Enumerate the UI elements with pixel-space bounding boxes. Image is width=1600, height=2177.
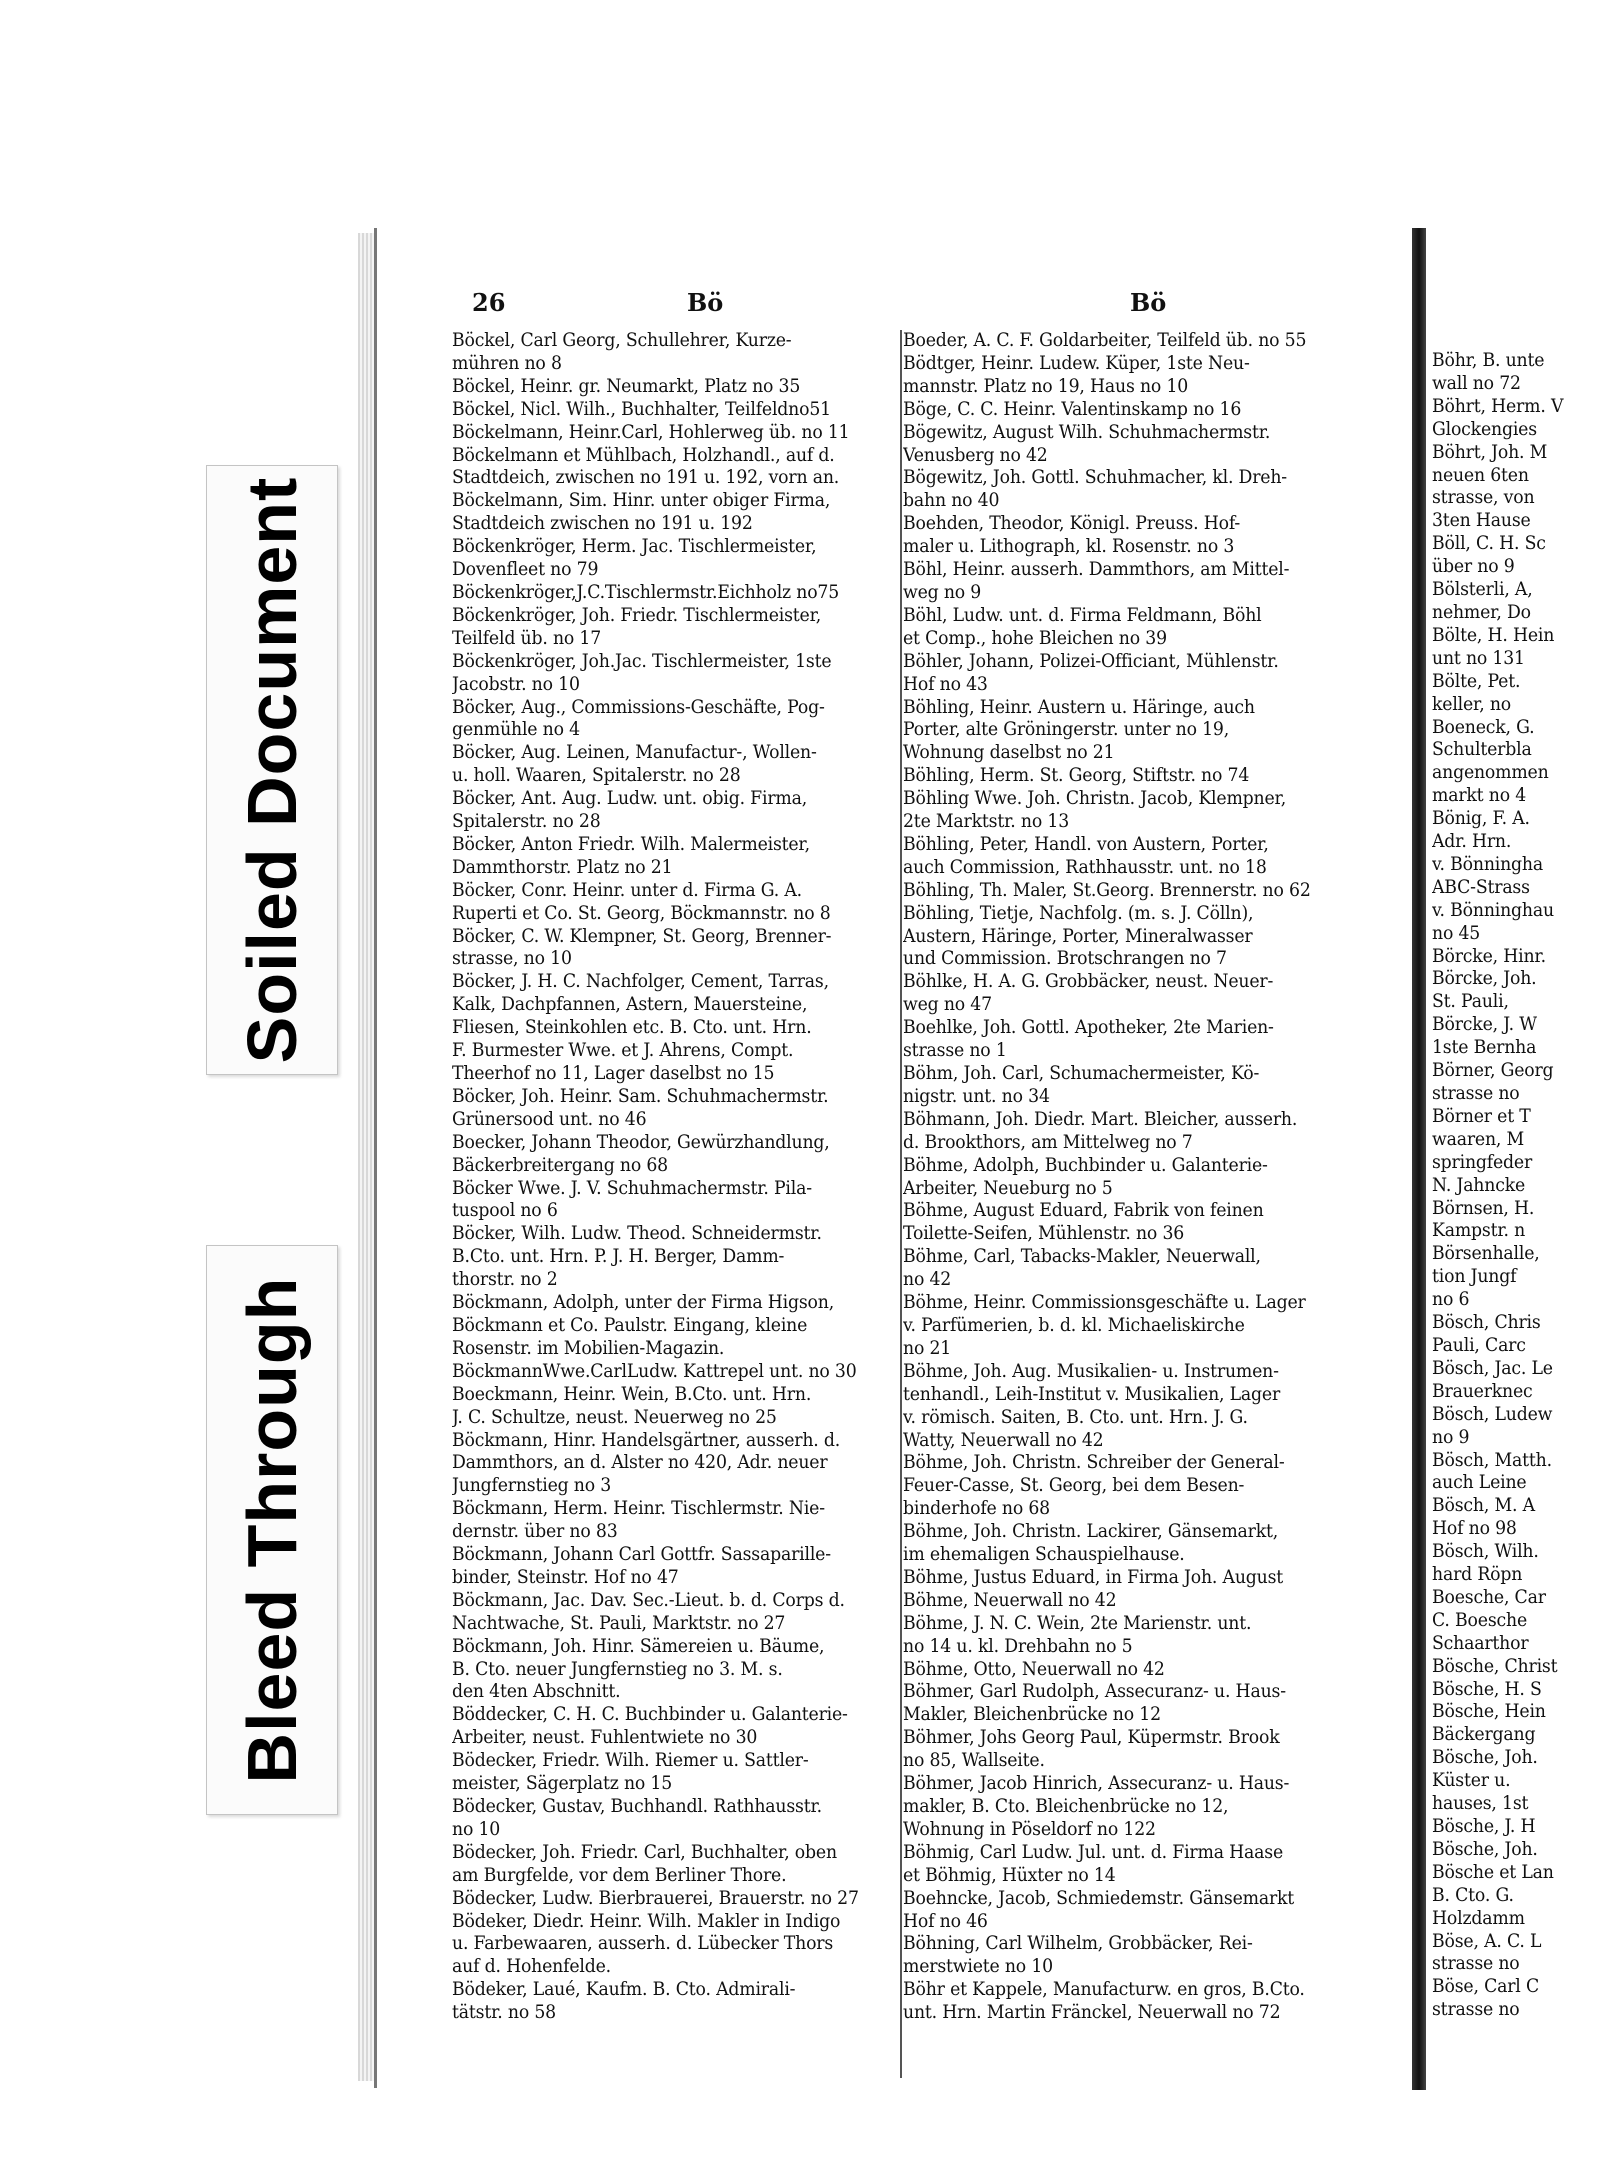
directory-entry-line: Boehden, Theodor, Königl. Preuss. Hof- (903, 513, 1241, 535)
directory-entry-line: auf d. Hohenfelde. (452, 1956, 611, 1978)
directory-entry-line: Bösch, Jac. Le (1432, 1357, 1553, 1379)
running-header-right: Bö (1130, 288, 1167, 317)
directory-entry-line: Böhling, Tietje, Nachfolg. (m. s. J. Cölln), (903, 902, 1254, 924)
directory-entry-line: Börsenhalle, (1432, 1243, 1540, 1265)
soiled-document-tab (206, 465, 338, 1075)
directory-entry-line: weg no 47 (903, 994, 992, 1016)
directory-entry-line: Dammthors, an d. Alster no 420, Adr. neuer (452, 1452, 828, 1474)
page-number: 26 (472, 288, 506, 317)
directory-entry-line: Böhme, Joh. Aug. Musikalien- u. Instrumen- (903, 1360, 1279, 1382)
directory-entry-line: wall no 72 (1432, 372, 1521, 394)
directory-entry-line: mannstr. Platz no 19, Haus no 10 (903, 375, 1189, 397)
directory-entry-line: Böckmann et Co. Paulstr. Eingang, kleine (452, 1314, 808, 1336)
directory-entry-line: Bödecker, Joh. Friedr. Carl, Buchhalter, oben (452, 1841, 837, 1863)
directory-entry-line: u. holl. Waaren, Spitalerstr. no 28 (452, 765, 741, 787)
directory-entry-line: Böhrt, Herm. V (1432, 395, 1564, 417)
directory-entry-line: Böcker, Wilh. Ludw. Theod. Schneidermstr. (452, 1223, 822, 1245)
directory-entry-line: Nachtwache, St. Pauli, Marktstr. no 27 (452, 1612, 786, 1634)
directory-entry-line: v. Bönningha (1432, 853, 1544, 875)
directory-entry-line: strasse, no 10 (452, 948, 572, 970)
directory-entry-line: St. Pauli, (1432, 991, 1509, 1013)
directory-entry-line: merstwiete no 10 (903, 1956, 1053, 1978)
directory-entry-line: nehmer, Do (1432, 601, 1531, 623)
directory-entry-line: Böhme, Joh. Christn. Schreiber der General- (903, 1452, 1285, 1474)
directory-entry-line: Brauerknec (1432, 1380, 1533, 1402)
directory-entry-line: Porter, alte Gröningerstr. unter no 19, (903, 719, 1230, 741)
directory-entry-line: Böckenkröger,J.C.Tischlermstr.Eichholz no75 (452, 581, 840, 603)
directory-entry-line: Wohnung daselbst no 21 (903, 742, 1115, 764)
directory-entry-line: strasse no 1 (903, 1040, 1007, 1062)
directory-entry-line: Toilette-Seifen, Mühlenstr. no 36 (903, 1223, 1185, 1245)
directory-entry-line: Arbeiter, Neueburg no 5 (903, 1177, 1113, 1199)
directory-entry-line: strasse no (1432, 1083, 1520, 1104)
directory-entry-line: no 6 (1432, 1289, 1470, 1311)
directory-entry-line: no 21 (903, 1337, 952, 1359)
column-divider (900, 330, 902, 2078)
directory-entry-line: Hof no 98 (1432, 1518, 1517, 1540)
directory-entry-line: Böckmann, Hinr. Handelsgärtner, ausserh. d. (452, 1429, 841, 1451)
directory-entry-line: Böhr, B. unte (1432, 350, 1545, 371)
directory-entry-line: Bösche, J. H (1432, 1816, 1536, 1837)
directory-entry-line: im ehemaligen Schauspielhause. (903, 1544, 1185, 1566)
directory-entry-line: Bödecker, Friedr. Wilh. Riemer u. Sattler- (452, 1750, 809, 1772)
directory-entry-line: v. Bönninghau (1432, 899, 1554, 921)
directory-entry-line: Böhme, Carl, Tabacks-Makler, Neuerwall, (903, 1246, 1261, 1268)
directory-entry-line: Austern, Häringe, Porter, Mineralwasser (903, 925, 1253, 947)
directory-entry-line: Börcke, Joh. (1432, 968, 1537, 990)
directory-entry-line: BöckmannWwe.CarlLudw. Kattrepel unt. no 30 (452, 1360, 857, 1382)
directory-entry-line: Böckmann, Herm. Heinr. Tischlermstr. Nie- (452, 1498, 825, 1520)
directory-entry-line: no 45 (1432, 922, 1481, 944)
directory-entry-line: hauses, 1st (1432, 1793, 1529, 1815)
directory-entry-line: Böcker, Anton Friedr. Wilh. Malermeister, (452, 833, 810, 855)
directory-entry-line: Böhling, Heinr. Austern u. Häringe, auch (903, 696, 1255, 718)
directory-entry-line: waaren, M (1432, 1128, 1525, 1150)
directory-entry-line: Jacobstr. no 10 (452, 673, 580, 695)
directory-entry-line: Bölsterli, A, (1432, 579, 1533, 601)
directory-entry-line: Böhling, Peter, Handl. von Austern, Porter, (903, 833, 1269, 855)
directory-entry-line: dernstr. über no 83 (452, 1521, 618, 1543)
directory-entry-line: Bösche, H. S (1432, 1678, 1542, 1700)
directory-entry-line: C. Boesche (1432, 1609, 1527, 1631)
directory-entry-line: B. Cto. G. (1432, 1884, 1514, 1906)
directory-entry-line: no 85, Wallseite. (903, 1750, 1045, 1772)
directory-entry-line: Venusberg no 42 (903, 444, 1048, 466)
directory-entry-line: et Böhmig, Hüxter no 14 (903, 1864, 1116, 1886)
directory-entry-line: Bögewitz, Joh. Gottl. Schuhmacher, kl. Dreh- (903, 467, 1287, 489)
directory-entry-line: strasse no (1432, 1953, 1520, 1975)
directory-entry-line: Bödtger, Heinr. Ludew. Küper, 1ste Neu- (903, 352, 1250, 374)
directory-entry-line: Dammthorstr. Platz no 21 (452, 856, 673, 878)
directory-entry-line: Böcker, Joh. Heinr. Sam. Schuhmachermstr. (452, 1085, 829, 1107)
directory-entry-line: Böckel, Nicl. Wilh., Buchhalter, Teilfeldno51 (452, 398, 831, 420)
directory-entry-line: genmühle no 4 (452, 719, 580, 741)
directory-entry-line: unt. Hrn. Martin Fränckel, Neuerwall no 72 (903, 2002, 1281, 2024)
directory-entry-line: Böhme, Heinr. Commissionsgeschäfte u. Lager (903, 1292, 1306, 1314)
directory-entry-line: Böge, C. C. Heinr. Valentinskamp no 16 (903, 398, 1242, 420)
directory-entry-line: Böckmann, Adolph, unter der Firma Higson, (452, 1292, 835, 1314)
directory-entry-line: 3ten Hause (1432, 510, 1531, 532)
directory-entry-line: Bösch, Matth. (1432, 1449, 1552, 1471)
directory-entry-line: Böckmann, Jac. Dav. Sec.-Lieut. b. d. Corps d. (452, 1589, 845, 1611)
directory-entry-line: Böhling Wwe. Joh. Christn. Jacob, Klempner, (903, 788, 1287, 810)
directory-entry-line: binder, Steinstr. Hof no 47 (452, 1566, 679, 1588)
directory-entry-line: und Commission. Brotschrangen no 7 (903, 948, 1227, 970)
directory-entry-line: Böhmer, Johs Georg Paul, Küpermstr. Brook (903, 1727, 1280, 1749)
directory-entry-line: am Burgfelde, vor dem Berliner Thore. (452, 1864, 787, 1886)
directory-entry-line: Glockengies (1432, 418, 1537, 440)
directory-entry-line: Ruperti et Co. St. Georg, Böckmannstr. no 8 (452, 902, 831, 924)
directory-entry-line: Böckelmann, Heinr.Carl, Hohlerweg üb. no 11 (452, 421, 850, 443)
directory-entry-line: d. Brookthors, am Mittelweg no 7 (903, 1131, 1193, 1153)
directory-entry-line: Böcker, Aug. Leinen, Manufactur-, Wollen- (452, 742, 817, 764)
directory-entry-line: Bödeker, Diedr. Heinr. Wilh. Makler in Indigo (452, 1910, 841, 1932)
directory-entry-line: tion Jungf (1432, 1266, 1517, 1288)
directory-entry-line: Boeckmann, Heinr. Wein, B.Cto. unt. Hrn. (452, 1383, 812, 1405)
directory-entry-line: Böhmer, Jacob Hinrich, Assecuranz- u. Haus- (903, 1773, 1290, 1795)
directory-entry-line: Wohnung in Pöseldorf no 122 (903, 1818, 1156, 1840)
directory-entry-line: Theerhof no 11, Lager daselbst no 15 (452, 1063, 775, 1084)
directory-entry-line: Boeneck, G. (1432, 716, 1535, 738)
directory-entry-line: Börcke, Hinr. (1432, 945, 1546, 967)
directory-entry-line: Holzdamm (1432, 1907, 1525, 1929)
directory-entry-line: Teilfeld üb. no 17 (452, 627, 602, 649)
directory-entry-line: Böhrt, Joh. M (1432, 441, 1548, 463)
directory-entry-line: 2te Marktstr. no 13 (903, 811, 1070, 833)
directory-entry-line: Makler, Bleichenbrücke no 12 (903, 1704, 1161, 1726)
directory-entry-line: Bönig, F. A. (1432, 808, 1530, 830)
directory-entry-line: Spitalerstr. no 28 (452, 811, 601, 833)
directory-entry-line: Böhler, Johann, Polizei-Officiant, Mühlenstr. (903, 650, 1279, 672)
directory-entry-line: Böhling, Herm. St. Georg, Stiftstr. no 74 (903, 765, 1250, 787)
directory-entry-line: Bödecker, Gustav, Buchhandl. Rathhausstr. (452, 1796, 822, 1817)
directory-entry-line: Böckenkröger, Joh. Friedr. Tischlermeister, (452, 604, 822, 626)
directory-entry-line: Böhmann, Joh. Diedr. Mart. Bleicher, ausserh. (903, 1108, 1298, 1130)
directory-entry-line: Fliesen, Steinkohlen etc. B. Cto. unt. Hrn. (452, 1017, 812, 1039)
directory-entry-line: Bölte, Pet. (1432, 670, 1521, 692)
left-column (452, 330, 927, 2025)
directory-entry-line: Bösche, Christ (1432, 1655, 1558, 1677)
directory-entry-line: Böckelmann, Sim. Hinr. unter obiger Firma, (452, 490, 831, 512)
directory-entry-line: Böhme, Joh. Christn. Lackirer, Gänsemarkt, (903, 1521, 1279, 1543)
directory-entry-line: F. Burmester Wwe. et J. Ahrens, Compt. (452, 1040, 794, 1062)
directory-entry-line: Küster u. (1432, 1770, 1511, 1792)
directory-entry-line: Böcker, Conr. Heinr. unter d. Firma G. A. (452, 879, 803, 901)
directory-entry-line: Böhme, Otto, Neuerwall no 42 (903, 1658, 1165, 1680)
directory-entry-line: Bödeker, Laué, Kaufm. B. Cto. Admirali- (452, 1979, 796, 2001)
directory-entry-line: tenhandl., Leih-Institut v. Musikalien, Lager (903, 1383, 1281, 1405)
directory-entry-line: no 42 (903, 1269, 952, 1291)
directory-entry-line: Feuer-Casse, St. Georg, bei dem Besen- (903, 1475, 1245, 1497)
book-page-edges (358, 233, 374, 2081)
soiled-document-label: Soiled Document (233, 476, 311, 1064)
directory-entry-line: meister, Sägerplatz no 15 (452, 1773, 673, 1795)
directory-entry-line: Böhme, J. N. C. Wein, 2te Marienstr. unt. (903, 1612, 1252, 1634)
directory-entry-line: Arbeiter, neust. Fuhlentwiete no 30 (452, 1727, 758, 1749)
directory-entry-line: Böddecker, C. H. C. Buchbinder u. Galanterie- (452, 1704, 848, 1726)
directory-entry-line: Börnsen, H. (1432, 1197, 1535, 1219)
directory-entry-line: tuspool no 6 (452, 1200, 558, 1222)
directory-entry-line: mühren no 8 (452, 352, 562, 374)
directory-entry-line: Schulterbla (1432, 739, 1532, 761)
directory-entry-line: Böckelmann et Mühlbach, Holzhandl., auf d. (452, 444, 835, 466)
directory-entry-line: Kampstr. n (1432, 1220, 1526, 1242)
directory-entry-line: neuen 6ten (1432, 464, 1529, 486)
directory-entry-line: strasse no (1432, 1999, 1520, 2021)
directory-entry-line: Böhning, Carl Wilhelm, Grobbäcker, Rei- (903, 1933, 1253, 1955)
directory-entry-line: Böhmer, Garl Rudolph, Assecuranz- u. Haus- (903, 1681, 1286, 1703)
directory-entry-line: Bölte, H. Hein (1432, 624, 1555, 646)
directory-entry-line: Böhl, Ludw. unt. d. Firma Feldmann, Böhl (903, 604, 1262, 626)
directory-entry-line: Böcker, Ant. Aug. Ludw. unt. obig. Firma, (452, 788, 808, 810)
directory-entry-line: Böckenkröger, Herm. Jac. Tischlermeister, (452, 536, 817, 558)
directory-entry-line: markt no 4 (1432, 785, 1527, 807)
running-header-left: Bö (687, 288, 724, 317)
directory-entry-line: Böhme, August Eduard, Fabrik von feinen (903, 1200, 1264, 1222)
directory-entry-line: Bäckergang (1432, 1724, 1536, 1746)
directory-entry-line: Grünersood unt. no 46 (452, 1108, 647, 1130)
directory-entry-line: Böcker, Aug., Commissions-Geschäfte, Pog- (452, 696, 825, 718)
directory-entry-line: no 10 (452, 1818, 501, 1840)
directory-entry-line: unt no 131 (1432, 647, 1525, 669)
directory-entry-line: Hof no 43 (903, 673, 988, 695)
directory-entry-line: v. römisch. Saiten, B. Cto. unt. Hrn. J. G. (903, 1406, 1248, 1428)
directory-entry-line: Böckel, Heinr. gr. Neumarkt, Platz no 35 (452, 375, 801, 397)
directory-entry-line: Böcker, C. W. Klempner, St. Georg, Brenner- (452, 925, 832, 947)
directory-entry-line: Bösch, Wilh. (1432, 1541, 1539, 1563)
right-column-fragment (1432, 350, 1600, 2022)
directory-entry-line: strasse, von (1432, 487, 1535, 509)
directory-entry-line: Adr. Hrn. (1432, 831, 1512, 853)
directory-entry-line: Böll, C. H. Sc (1432, 533, 1546, 555)
directory-entry-line: Böhling, Th. Maler, St.Georg. Brennerstr. no 62 (903, 879, 1311, 901)
directory-entry-line: über no 9 (1432, 556, 1515, 578)
directory-entry-line: u. Farbewaaren, ausserh. d. Lübecker Thors (452, 1933, 834, 1955)
directory-entry-line: Böcker, J. H. C. Nachfolger, Cement, Tarras, (452, 971, 829, 993)
directory-entry-line: Boehlke, Joh. Gottl. Apotheker, 2te Marien- (903, 1017, 1274, 1039)
directory-entry-line: Böse, Carl C (1432, 1976, 1539, 1998)
directory-entry-line: Bösche, Joh. (1432, 1747, 1538, 1769)
directory-entry-line: Bödecker, Ludw. Bierbrauerei, Brauerstr. no 27 (452, 1887, 859, 1909)
directory-entry-line: bahn no 40 (903, 490, 1000, 512)
directory-entry-line: thorstr. no 2 (452, 1269, 558, 1291)
directory-entry-line: Kalk, Dachpfannen, Astern, Mauersteine, (452, 994, 808, 1016)
directory-entry-line: Böhlke, H. A. G. Grobbäcker, neust. Neuer- (903, 971, 1274, 993)
directory-entry-line: Böckmann, Johann Carl Gottfr. Sassaparille- (452, 1544, 831, 1566)
directory-entry-line: Hof no 46 (903, 1910, 988, 1932)
directory-entry-line: hard Röpn (1432, 1564, 1523, 1586)
directory-entry-line: B. Cto. neuer Jungfernstieg no 3. M. s. (452, 1658, 783, 1680)
directory-entry-line: Bösche, Hein (1432, 1701, 1546, 1723)
directory-entry-line: Bösch, Ludew (1432, 1403, 1553, 1425)
directory-entry-line: Bäckerbreitergang no 68 (452, 1154, 668, 1176)
directory-entry-line: makler, B. Cto. Bleichenbrücke no 12, (903, 1796, 1229, 1817)
directory-entry-line: Rosenstr. im Mobilien-Magazin. (452, 1337, 725, 1359)
directory-entry-line: Bösche, Joh. (1432, 1838, 1538, 1860)
directory-entry-line: tätstr. no 58 (452, 2002, 556, 2024)
directory-entry-line: ABC-Strass (1432, 876, 1530, 898)
directory-entry-line: B.Cto. unt. Hrn. P. J. H. Berger, Damm- (452, 1246, 785, 1268)
directory-entry-line: Böhme, Neuerwall no 42 (903, 1589, 1117, 1611)
directory-entry-line: Schaarthor (1432, 1632, 1529, 1654)
directory-entry-line: binderhofe no 68 (903, 1498, 1050, 1520)
directory-entry-line: angenommen (1432, 762, 1549, 784)
directory-entry-line: v. Parfümerien, b. d. kl. Michaeliskirche (903, 1314, 1245, 1336)
directory-entry-line: Böhr et Kappele, Manufacturw. en gros, B.Cto. (903, 1979, 1305, 2001)
directory-entry-line: Boeder, A. C. F. Goldarbeiter, Teilfeld üb. no 55 (903, 330, 1307, 351)
directory-entry-line: Pauli, Carc (1432, 1334, 1526, 1356)
directory-entry-line: no 14 u. kl. Drehbahn no 5 (903, 1635, 1133, 1657)
directory-entry-line: Böhme, Adolph, Buchbinder u. Galanterie- (903, 1154, 1268, 1176)
directory-entry-line: maler u. Lithograph, kl. Rosenstr. no 3 (903, 536, 1235, 558)
directory-entry-line: Böhmig, Carl Ludw. Jul. unt. d. Firma Haase (903, 1841, 1283, 1863)
directory-entry-line: Boesche, Car (1432, 1586, 1546, 1608)
directory-entry-line: N. Jahncke (1432, 1174, 1526, 1196)
directory-entry-line: Stadtdeich, zwischen no 191 u. 192, vorn an. (452, 467, 840, 489)
directory-entry-line: et Comp., hohe Bleichen no 39 (903, 627, 1167, 649)
directory-entry-line: Börner et T (1432, 1105, 1531, 1127)
directory-entry-line: 1ste Bernha (1432, 1037, 1537, 1059)
directory-entry-line: auch Commission, Rathhausstr. unt. no 18 (903, 856, 1267, 878)
directory-entry-line: Böse, A. C. L (1432, 1930, 1542, 1952)
middle-column (903, 330, 1381, 2025)
directory-entry-line: auch Leine (1432, 1472, 1527, 1494)
bleed-through-tab (206, 1245, 338, 1815)
directory-entry-line: no 9 (1432, 1426, 1470, 1448)
directory-entry-line: Bösch, M. A (1432, 1495, 1535, 1517)
directory-entry-line: keller, no (1432, 693, 1512, 715)
directory-entry-line: Börcke, J. W (1432, 1014, 1537, 1036)
directory-entry-line: Böcker Wwe. J. V. Schuhmachermstr. Pila- (452, 1177, 812, 1199)
directory-entry-line: Böhl, Heinr. ausserh. Dammthors, am Mittel- (903, 559, 1290, 581)
directory-entry-line: Bösche et Lan (1432, 1861, 1554, 1883)
directory-entry-line: Boecker, Johann Theodor, Gewürzhandlung, (452, 1131, 830, 1153)
book-gutter (1412, 228, 1426, 2090)
directory-entry-line: Böckenkröger, Joh.Jac. Tischlermeister, 1ste (452, 650, 832, 672)
directory-entry-line: Bösch, Chris (1432, 1312, 1541, 1334)
directory-entry-line: Börner, Georg (1432, 1060, 1554, 1082)
directory-entry-line: Stadtdeich zwischen no 191 u. 192 (452, 513, 753, 535)
directory-entry-line: nigstr. unt. no 34 (903, 1085, 1050, 1107)
bleed-through-label: Bleed Through (233, 1276, 311, 1784)
directory-entry-line: Dovenfleet no 79 (452, 559, 599, 581)
directory-entry-line: weg no 9 (903, 581, 982, 603)
directory-entry-line: Böckmann, Joh. Hinr. Sämereien u. Bäume, (452, 1635, 825, 1657)
directory-entry-line: Böckel, Carl Georg, Schullehrer, Kurze- (452, 330, 792, 351)
directory-entry-line: den 4ten Abschnitt. (452, 1681, 621, 1703)
directory-entry-line: J. C. Schultze, neust. Neuerweg no 25 (452, 1406, 777, 1428)
directory-entry-line: Boehncke, Jacob, Schmiedemstr. Gänsemarkt (903, 1887, 1295, 1909)
directory-entry-line: Böhme, Justus Eduard, in Firma Joh. August (903, 1566, 1284, 1588)
directory-entry-line: Böhm, Joh. Carl, Schumachermeister, Kö- (903, 1063, 1260, 1084)
directory-entry-line: Jungfernstieg no 3 (452, 1475, 612, 1497)
directory-entry-line: Watty, Neuerwall no 42 (903, 1429, 1104, 1451)
directory-entry-line: Bögewitz, August Wilh. Schuhmachermstr. (903, 421, 1271, 443)
directory-entry-line: springfeder (1432, 1151, 1533, 1173)
